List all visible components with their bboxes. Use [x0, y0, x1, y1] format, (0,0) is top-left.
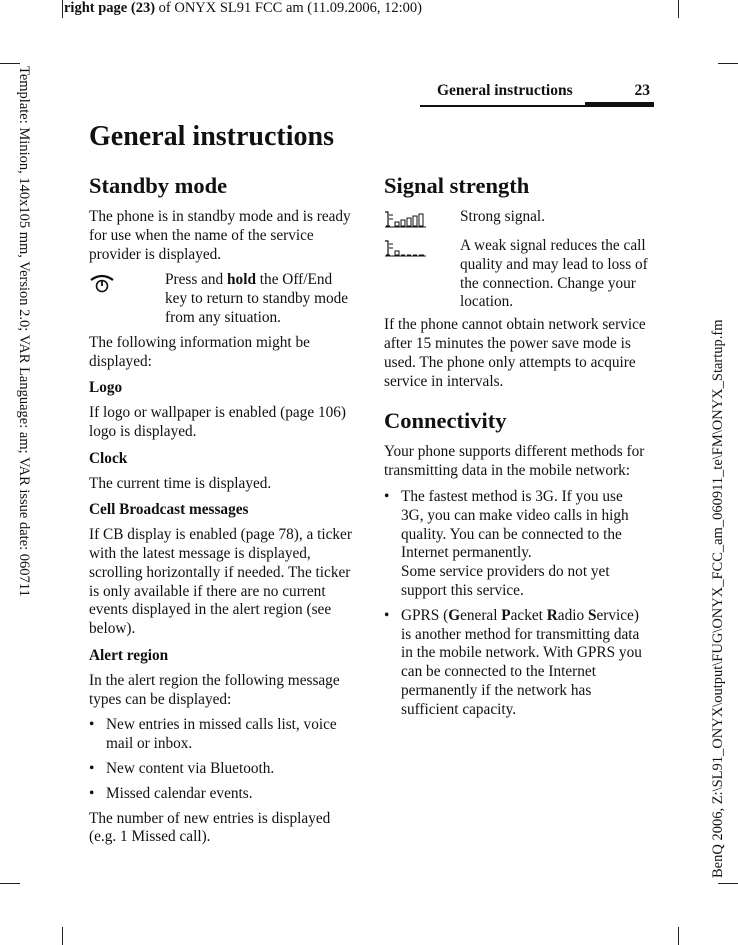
crop-mark: [62, 927, 63, 945]
crop-mark: [678, 0, 679, 18]
connectivity-intro: Your phone supports different methods for transmitting data in the mobile network:: [384, 443, 645, 480]
connectivity-heading: Connectivity: [384, 408, 507, 434]
template-margin-text: Template: Minion, 140x105 mm, Version 2.0; VAR Language: am; VAR issue date: 060711: [16, 66, 32, 597]
path-margin-text: BenQ 2006, Z:\SL91_ONYX\output\FUG\ONYX_FCC_am_060911_te\FM\ONYX_Startup.fm: [710, 319, 726, 878]
list-item: • New entries in missed calls list, voice mail or inbox.: [89, 716, 354, 754]
gprs-r-rest: adio: [557, 606, 585, 624]
crop-mark: [678, 927, 679, 945]
end-key-text-bold: hold: [227, 271, 256, 289]
running-head-rule-accent: [585, 102, 654, 105]
path-margin-note: [708, 240, 730, 880]
alert-heading: Alert region: [89, 646, 169, 664]
gprs-g-rest: eneral: [460, 606, 502, 624]
cb-heading: Cell Broadcast messages: [89, 501, 249, 519]
alert-list: [89, 716, 354, 803]
page-number: 23: [634, 82, 650, 99]
crop-mark: [62, 0, 63, 18]
running-head-title: General instructions: [437, 82, 573, 99]
end-call-key-icon: [89, 271, 165, 327]
right-column: [384, 170, 648, 726]
gprs-p: P: [501, 606, 511, 624]
standby-intro: The phone is in standby mode and is ready for use when the name of the service provider is displayed.: [89, 208, 351, 263]
print-header-page: (23): [130, 0, 156, 16]
crop-mark: [718, 883, 738, 884]
print-header-rest: of ONYX SL91 FCC am (11.09.2006, 12:00): [155, 0, 422, 16]
end-key-instruction: [165, 271, 354, 327]
standby-heading: Standby mode: [89, 173, 228, 198]
cb-text: If CB display is enabled (page 78), a ticker with the latest message is displayed, scrolling horizontally if needed. The ticker is only available if there are no current events displayed in the alert region (see below).: [89, 526, 352, 638]
gprs-g: G: [448, 606, 461, 624]
gprs-r: R: [546, 606, 558, 624]
page-title: General instructions: [89, 121, 334, 152]
item-3g-text: The fastest method is 3G. If you use 3G, you can make video calls in high quality. You can be connected to the Internet permanently.: [401, 487, 629, 562]
logo-heading: Logo: [89, 379, 123, 397]
crop-mark: [0, 63, 20, 64]
connectivity-list: [384, 488, 648, 720]
crop-mark: [0, 883, 20, 884]
list-item: • Missed calendar events.: [89, 785, 354, 804]
signal-heading: Signal strength: [384, 173, 530, 198]
print-header-label: right page: [64, 0, 128, 16]
signal-weak-icon: [384, 237, 460, 312]
following-info: The following information might be displayed:: [89, 333, 310, 370]
clock-text: The current time is displayed.: [89, 474, 272, 492]
gprs-s-rest: ervice) is another method for transmitting data in the mobile network. With GPRS you can be connected to the Internet permanently if the network has sufficient capacity.: [401, 606, 642, 718]
template-margin-note: [10, 66, 32, 706]
print-header: [64, 0, 422, 17]
left-column: [89, 170, 354, 854]
list-item: [384, 488, 648, 601]
running-head-rule: [420, 105, 654, 107]
end-key-text-pre: Press and: [165, 271, 228, 289]
item-3g-note: Some service providers do not yet support this service.: [401, 563, 610, 599]
crop-mark: [718, 63, 738, 64]
gprs-pre: GPRS (: [401, 606, 449, 624]
end-key-row: [89, 271, 354, 327]
alert-text: In the alert region the following message types can be displayed:: [89, 671, 340, 708]
signal-strong-row: [384, 208, 648, 233]
logo-text: If logo or wallpaper is enabled (page 106) logo is displayed.: [89, 404, 346, 440]
list-item: [384, 607, 648, 720]
running-head: [420, 82, 652, 102]
gprs-s: S: [587, 606, 597, 624]
gprs-p-rest: acket: [510, 606, 547, 624]
clock-heading: Clock: [89, 449, 128, 467]
alert-footer: The number of new entries is displayed (e.g. 1 Missed call).: [89, 809, 331, 846]
end-key-text-post: the Off/End key to return to standby mode from any situation.: [165, 271, 349, 326]
signal-note: If the phone cannot obtain network service after 15 minutes the power save mode is used. The phone only attempts to acquire service in intervals.: [384, 316, 646, 390]
list-item: • New content via Bluetooth.: [89, 760, 354, 779]
signal-weak-row: [384, 237, 648, 312]
signal-strong-icon: [384, 208, 460, 233]
signal-weak-text: A weak signal reduces the call quality and may lead to loss of the connection. Change your location.: [460, 237, 648, 311]
signal-strong-text: Strong signal.: [460, 208, 545, 225]
